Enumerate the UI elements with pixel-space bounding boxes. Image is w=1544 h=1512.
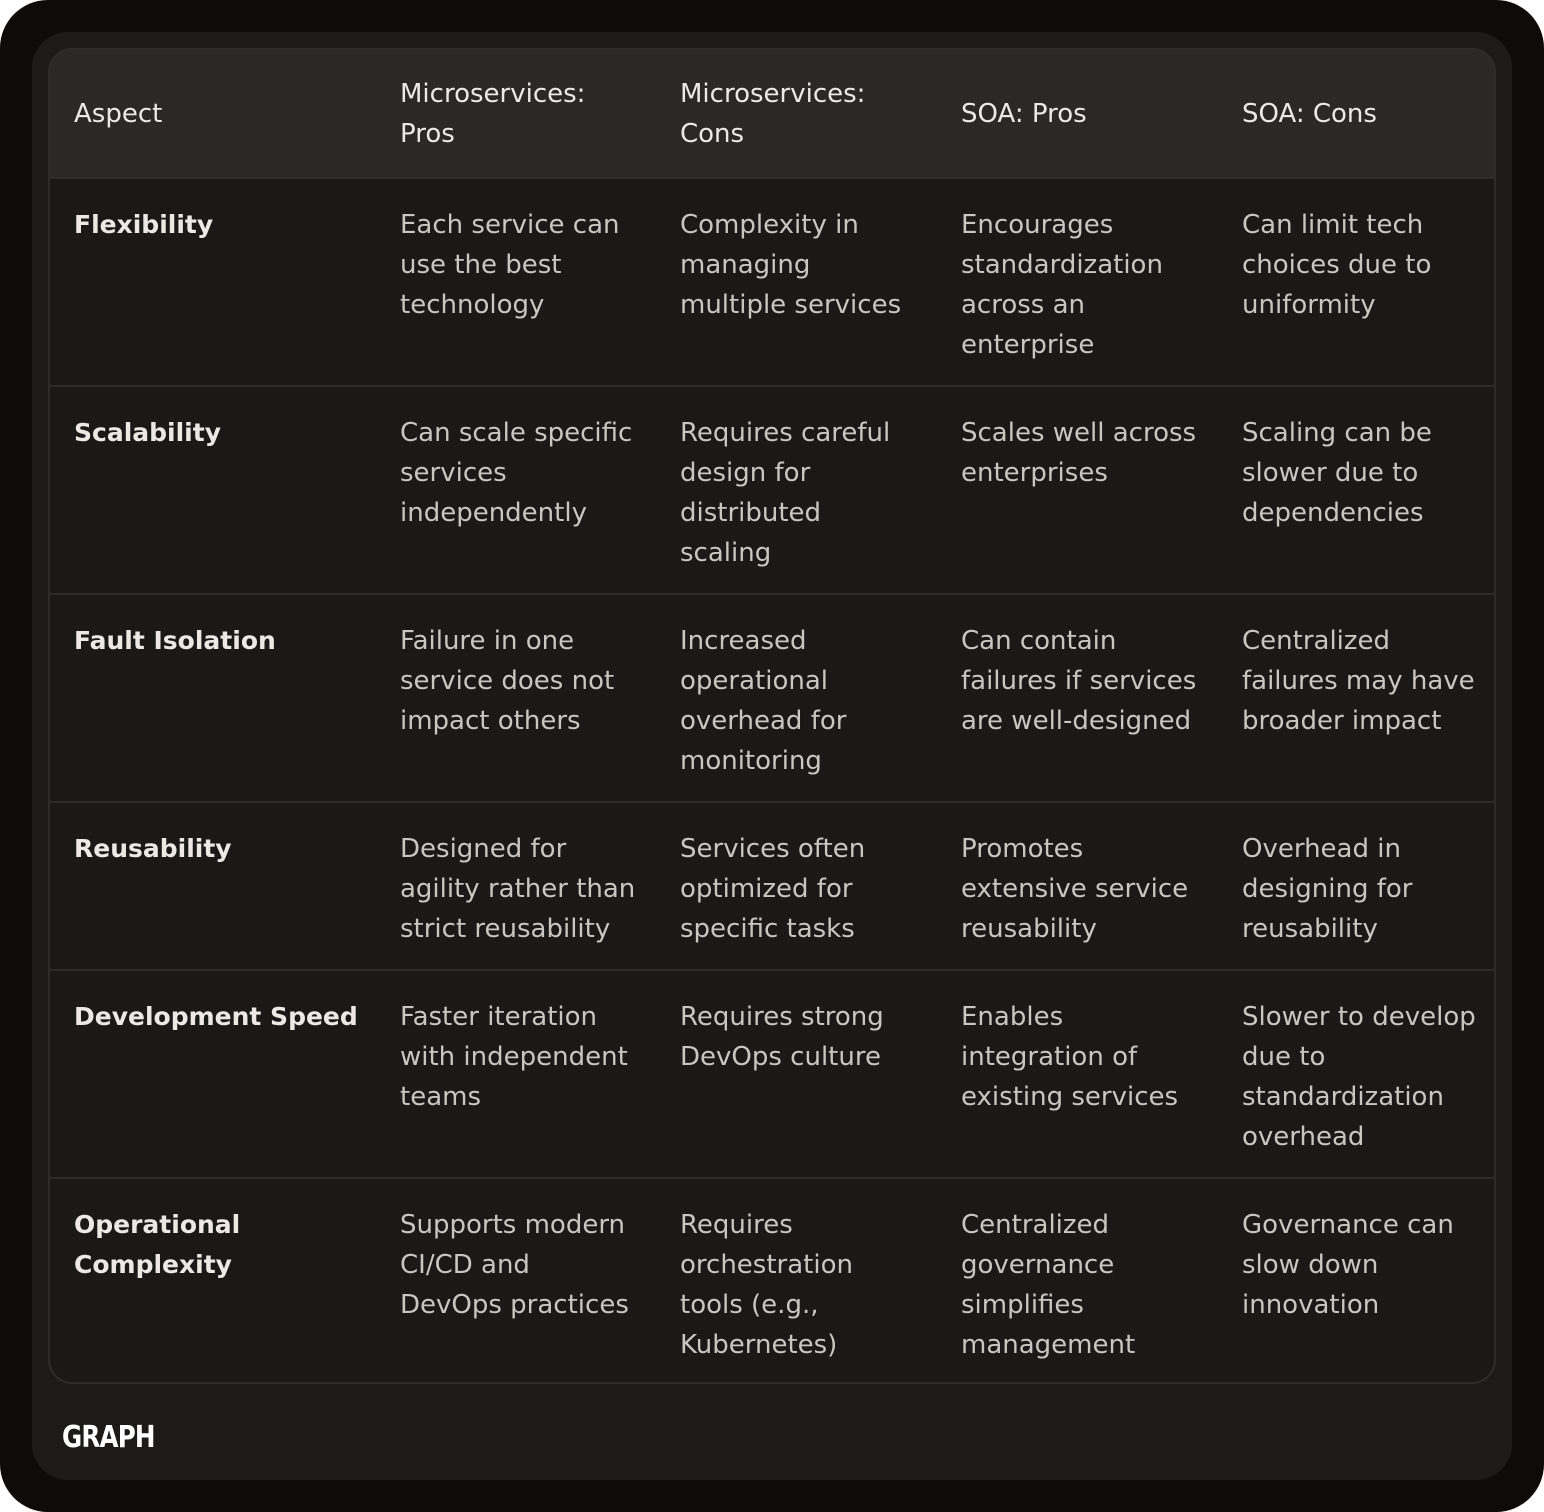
header-row bbox=[50, 50, 1494, 178]
table-row bbox=[50, 802, 1494, 970]
header-soa-pros: SOA: Pros bbox=[961, 98, 1087, 129]
row-aspect: Reusability bbox=[74, 834, 232, 863]
cell-ms-pros: Designed for agility rather than strict reusability bbox=[400, 834, 636, 944]
cell-soa-cons: Can limit tech choices due to uniformity bbox=[1242, 210, 1432, 320]
cell-ms-cons: Complexity in managing multiple services bbox=[680, 210, 902, 320]
cell-ms-cons: Requires orchestration tools (e.g., Kubernetes) bbox=[680, 1210, 853, 1360]
cell-ms-pros: Can scale specific services independently bbox=[400, 418, 633, 528]
cell-ms-pros: Faster iteration with independent teams bbox=[400, 1002, 628, 1112]
cell-soa-cons: Scaling can be slower due to dependencies bbox=[1242, 418, 1432, 528]
cell-soa-cons: Governance can slow down innovation bbox=[1242, 1210, 1454, 1320]
cell-ms-cons: Increased operational overhead for monitoring bbox=[680, 626, 847, 776]
row-aspect: Operational Complexity bbox=[74, 1210, 241, 1279]
header-microservices-pros: Microservices: Pros bbox=[400, 78, 586, 149]
header-microservices-cons: Microservices: Cons bbox=[680, 78, 866, 149]
table-row bbox=[50, 1178, 1494, 1384]
cell-ms-cons: Requires strong DevOps culture bbox=[680, 1002, 884, 1072]
comparison-table bbox=[50, 50, 1494, 1384]
cell-ms-cons: Services often optimized for specific tasks bbox=[680, 834, 866, 944]
cell-soa-pros: Scales well across enterprises bbox=[961, 418, 1197, 488]
row-aspect: Fault Isolation bbox=[74, 626, 276, 655]
table-row bbox=[50, 386, 1494, 594]
row-aspect: Development Speed bbox=[74, 1002, 358, 1031]
table-row bbox=[50, 178, 1494, 386]
cell-ms-pros: Each service can use the best technology bbox=[400, 210, 620, 320]
cell-soa-pros: Enables integration of existing services bbox=[961, 1002, 1179, 1112]
row-aspect: Scalability bbox=[74, 418, 221, 447]
comparison-table-container bbox=[48, 48, 1496, 1384]
cell-soa-cons: Centralized failures may have broader impact bbox=[1242, 626, 1475, 736]
header-aspect: Aspect bbox=[74, 98, 163, 129]
cell-ms-pros: Failure in one service does not impact others bbox=[400, 626, 615, 736]
cell-soa-pros: Promotes extensive service reusability bbox=[961, 834, 1189, 944]
table-row bbox=[50, 970, 1494, 1178]
cell-soa-cons: Slower to develop due to standardization overhead bbox=[1242, 1002, 1476, 1152]
table-row bbox=[50, 594, 1494, 802]
graph-logo: GRAPH bbox=[62, 1420, 155, 1455]
table-body bbox=[50, 178, 1494, 1384]
cell-ms-pros: Supports modern CI/CD and DevOps practices bbox=[400, 1210, 629, 1320]
cell-soa-pros: Encourages standardization across an enterprise bbox=[961, 210, 1163, 360]
cell-soa-pros: Centralized governance simplifies management bbox=[961, 1210, 1136, 1360]
row-aspect: Flexibility bbox=[74, 210, 214, 239]
header-soa-cons: SOA: Cons bbox=[1242, 98, 1377, 129]
table-header bbox=[50, 50, 1494, 178]
cell-ms-cons: Requires careful design for distributed scaling bbox=[680, 418, 891, 568]
cell-soa-pros: Can contain failures if services are well-designed bbox=[961, 626, 1197, 736]
cell-soa-cons: Overhead in designing for reusability bbox=[1242, 834, 1413, 944]
